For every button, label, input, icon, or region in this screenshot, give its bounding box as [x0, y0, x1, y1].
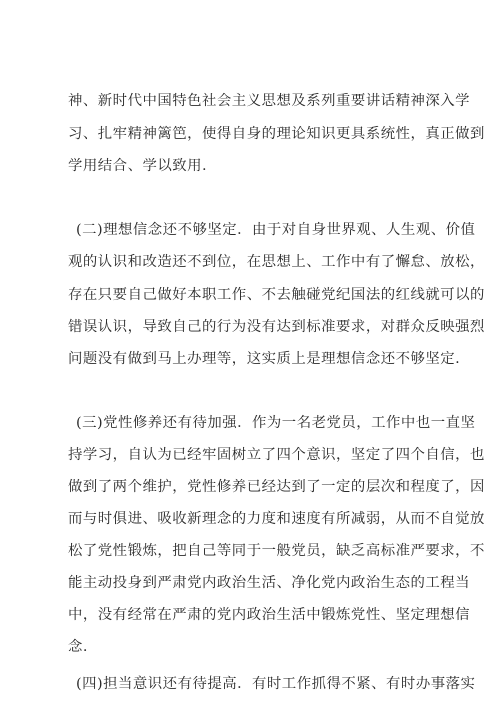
paragraph-1-line-1: 神、新时代中国特色社会主义思想及系列重要讲话精神深入学 — [68, 93, 471, 109]
paragraph-1-line-3: 学用结合、学以致用. — [68, 158, 208, 174]
paragraph-2-line-3: 存在只要自己做好本职工作、不去触碰党纪国法的红线就可以的 — [68, 287, 485, 303]
paragraph-1-line-2: 习、扎牢精神篱笆，使得自身的理论知识更具系统性，真正做到 — [68, 126, 485, 142]
paragraph-3-line-8: 念. — [68, 639, 88, 655]
paragraph-2-line-2: 观的认识和改造还不到位，在思想上、工作中有了懈怠、放松， — [68, 254, 485, 270]
paragraph-2-line-4: 错误认识，导致自己的行为没有达到标准要求，对群众反映强烈 — [68, 319, 485, 335]
paragraph-3-line-1: (三)党性修养还有待加强．作为一名老党员，工作中也一直坚 — [76, 415, 476, 431]
paragraph-3-line-3: 做到了两个维护，党性修养已经达到了一定的层次和程度了，因 — [68, 479, 485, 495]
paragraph-3-line-6: 能主动投身到严肃党内政治生活、净化党内政治生态的工程当 — [68, 575, 471, 591]
paragraph-4-line-1: (四)担当意识还有待提高．有时工作抓得不紧、有时办事落实 — [76, 676, 476, 692]
paragraph-3-line-4: 而与时俱进、吸收新理念的力度和速度有所减弱，从而不自觉放 — [68, 511, 485, 527]
paragraph-3-line-5: 松了党性锻炼，把自己等同于一般党员，缺乏高标准严要求，不 — [68, 543, 485, 559]
paragraph-3-line-7: 中，没有经常在严肃的党内政治生活中锻炼党性、坚定理想信 — [68, 607, 471, 623]
paragraph-2-line-5: 问题没有做到马上办理等，这实质上是理想信念还不够坚定. — [68, 351, 461, 367]
paragraph-3-line-2: 持学习，自认为已经牢固树立了四个意识，坚定了四个自信，也 — [68, 447, 485, 463]
paragraph-2-line-1: (二)理想信念还不够坚定．由于对自身世界观、人生观、价值 — [76, 222, 476, 238]
